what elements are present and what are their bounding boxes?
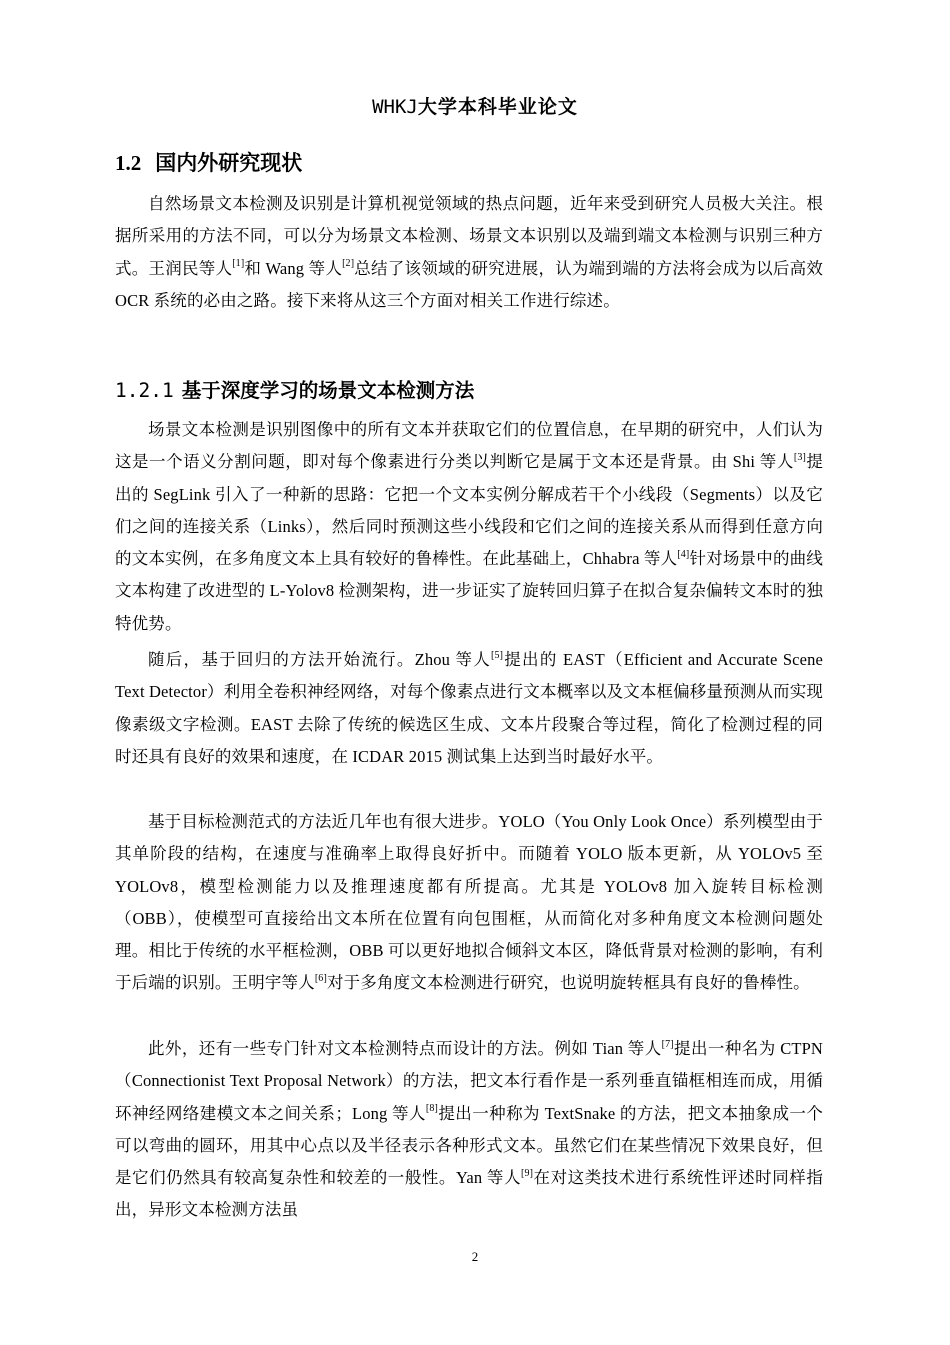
citation-ref[interactable]: [4] <box>677 548 690 560</box>
paragraph-text: 提出一种称为 TextSnake 的方法，把文本抽象成一个可以弯曲的圆环，用其中心点以及半径表示各种形式文本。虽然它们在某些情况下效果良好，但是它们仍然具有较高复杂性和较差的一般性。Yan 等人 <box>115 1103 823 1188</box>
subsection-number: 1.2.1 <box>115 379 174 402</box>
paragraph-special-methods <box>115 1033 823 1227</box>
running-header <box>0 92 950 119</box>
paragraph-segmentation <box>115 414 823 640</box>
subsection-heading <box>115 375 474 403</box>
section-number: 1.2 <box>115 151 142 175</box>
citation-ref[interactable]: [2] <box>342 258 355 270</box>
paragraph-text: 和 Wang 等人 <box>244 258 343 278</box>
citation-ref[interactable]: [8] <box>425 1103 439 1115</box>
citation-ref[interactable]: [5] <box>491 649 504 661</box>
section-heading <box>115 147 302 177</box>
paragraph-text: 自然场景文本检测及识别是计算机视觉领域的热点问题，近年来受到研究人员极大关注。根据所采用的方法不同，可以分为场景文本检测、场景文本识别以及端到端文本检测与识别三种方式。王润民等人 <box>115 194 823 278</box>
citation-ref[interactable]: [3] <box>793 451 806 463</box>
citation-ref[interactable]: [9] <box>521 1167 534 1179</box>
paragraph-text: 在对这类技术进行系统性评述时同样指出，异形文本检测方法虽 <box>115 1168 823 1220</box>
citation-ref[interactable]: [7] <box>661 1038 674 1050</box>
section-title: 国内外研究现状 <box>155 151 303 175</box>
paragraph-text: 对于多角度文本检测进行研究，也说明旋转框具有良好的鲁棒性。 <box>326 973 810 993</box>
paragraph-text: 提出的 SegLink 引入了一种新的思路：它把一个文本实例分解成若干个小线段（Segments）以及它们之间的连接关系（Links），然后同时预测这些小线段和它们之间的连接关系从而得到任意方向的文本实例，在多角度文本上具有较好的鲁棒性。在此基础上，Chhabra 等人 <box>115 452 823 569</box>
page-number: 2 <box>471 1249 479 1264</box>
paragraph-text: 针对场景中的曲线文本构建了改进型的 L-Yolov8 检测架构，进一步证实了旋转回归算子在拟合复杂偏转文本时的独特优势。 <box>115 549 823 633</box>
paragraph-text: 基于目标检测范式的方法近几年也有很大进步。YOLO（You Only Look Once）系列模型由于其单阶段的结构，在速度与准确率上取得良好折中。而随着 YOLO 版本更新，从 YOLOv5 至 YOLOv8，模型检测能力以及推理速度都有所提高。尤其是 YOLOv8 加入旋转目标检测（OBB），使模型可直接给出文本所在位置有向包围框，从而简化对多种角度文本检测问题处理。相比于传统的水平框检测，OBB 可以更好地拟合倾斜文本区，降低背景对检测的影响，有利于后端的识别。王明宇等人 <box>115 812 823 993</box>
paragraph-text: 总结了该领域的研究进展，认为端到端的方法将会成为以后高效 OCR 系统的必由之路。接下来将从这三个方面对相关工作进行综述。 <box>115 258 823 310</box>
paragraph-text: 提出一种名为 CTPN（Connectionist Text Proposal Network）的方法，把文本行看作是一系列垂直锚框相连而成，用循环神经网络建模文本之间关系；Long 等人 <box>115 1039 823 1123</box>
paragraph-regression <box>115 644 823 773</box>
paragraph-text: 场景文本检测是识别图像中的所有文本并获取它们的位置信息，在早期的研究中，人们认为这是一个语义分割问题，即对每个像素进行分类以判断它是属于文本还是背景。由 Shi 等人 <box>115 420 823 472</box>
paragraph-intro <box>115 188 823 317</box>
subsection-title: 基于深度学习的场景文本检测方法 <box>181 379 475 402</box>
citation-ref[interactable]: [1] <box>232 258 245 270</box>
paragraph-text: 随后，基于回归的方法开始流行。Zhou 等人 <box>148 650 492 669</box>
paragraph-text: 提出的 EAST（Efficient and Accurate Scene Text Detector）利用全卷积神经网络，对每个像素点进行文本概率以及文本框偏移量预测从而实现像素级文字检测。EAST 去除了传统的候选区生成、文本片段聚合等过程，简化了检测过程的同时还具有良好的效果和速度，在 ICDAR 2015 测试集上达到当时最好水平。 <box>115 650 824 766</box>
citation-ref[interactable]: [6] <box>314 972 327 984</box>
paragraph-yolo <box>115 806 823 1000</box>
header-institution-code: WHKJ <box>372 96 418 118</box>
header-title: 大学本科毕业论文 <box>417 96 578 118</box>
paragraph-text: 此外，还有一些专门针对文本检测特点而设计的方法。例如 Tian 等人 <box>148 1039 662 1058</box>
